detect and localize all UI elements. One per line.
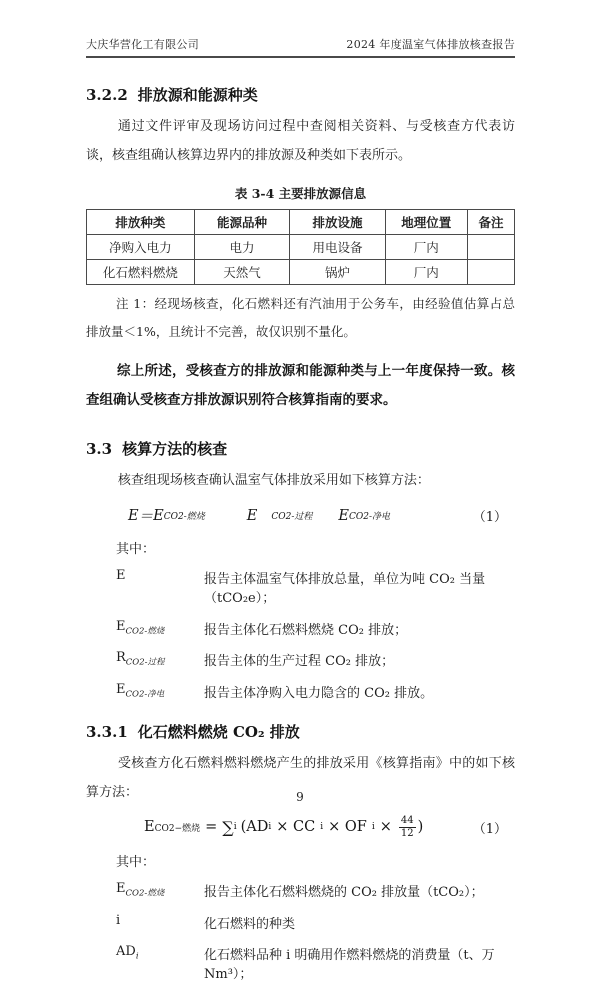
definition-desc: 报告主体化石燃料燃烧的 CO₂ 排放量（tCO₂）； [204,885,484,901]
formula-total-emissions [128,505,515,526]
sigma-symbol: ∑ [222,817,234,837]
section-title: 核算方法的核查 [122,440,228,459]
table-row [87,234,515,259]
definition-item [116,619,515,638]
table-cell: 天然气 [194,259,289,284]
section-heading-322 [86,84,515,105]
emission-sources-table [86,209,515,285]
table-note: 注 1：经现场核查，化石燃料还有汽油用于公务车，由经验值估算占总排放量＜1%，且统计不完善，故仅识别不量化。 [86,295,515,339]
section-title: 化石燃料燃烧 CO₂ 排放 [137,722,300,741]
definition-item [116,881,515,900]
table-cell [467,234,514,259]
definition-desc: 报告主体化石燃料燃烧 CO₂ 排放； [204,622,408,638]
formula-lhs: E [128,507,139,524]
header-company: 大庆华营化工有限公司 [86,38,199,51]
section-heading-33 [86,438,515,459]
definition-desc: 报告主体温室气体排放总量，单位为吨 CO₂ 当量（tCO₂e）； [204,572,486,607]
summary-paragraph: 综上所述，受核查方的排放源和能源种类与上一年度保持一致。核查组确认受核查方排放源识别符合核算指南的要求。 [86,362,515,409]
definition-list-2 [116,881,515,982]
definition-item [116,944,515,982]
column-header: 备注 [467,209,514,234]
definition-item [116,682,515,701]
definition-term: E [116,568,126,584]
table-cell: 厂内 [385,259,467,284]
definition-item [116,568,515,606]
table-cell [467,259,514,284]
close-paren: ) [417,819,424,836]
column-header: 能源品种 [194,209,289,234]
table-caption: 表 3-4 主要排放源信息 [234,185,367,201]
formula-subscript: CO2−燃烧 [154,823,201,834]
formula-term: × CC [276,819,316,836]
formula-number: （1） [472,510,507,526]
definition-item [116,913,515,932]
table-cell: 厂内 [385,234,467,259]
formula-number: （1） [472,821,507,837]
definition-term: $E_{CO2-燃烧}$ [116,618,165,637]
equals-sign: = [205,819,218,836]
formula-subscript: i [268,822,272,833]
page-number: 9 [296,790,304,804]
table-row [87,259,515,284]
paragraph-322: 通过文件评审及现场访问过程中查阅相关资料、与受核查方代表访谈，核查组确认核算边界内的排放源及种类如下表所示。 [86,119,515,164]
definition-term: $R_{CO2-过程}$ [116,650,165,668]
formula-term: × OF [328,819,367,836]
times-sign: × [379,819,392,836]
column-header: 排放种类 [87,209,195,234]
where-label: 其中： [116,855,156,871]
table-header-row [87,209,515,234]
table-cell: 锅炉 [290,259,385,284]
definition-term: $AD_i$ [116,944,139,962]
definition-list-1 [116,568,515,701]
definition-desc: 报告主体净购入电力隐含的 CO₂ 排放。 [204,685,434,701]
formula-fuel-combustion [144,815,515,839]
table-cell: 化石燃料燃烧 [87,259,195,284]
page-header [86,36,515,58]
definition-term: $E_{CO2-燃烧}$ [116,881,165,899]
section-number: 3.3 [86,440,113,459]
paragraph-33: 核查组现场核查确认温室气体排放采用如下核算方法： [117,473,430,489]
formula-subscript: i [371,822,375,833]
formula-subscript: CO2-过程 [271,512,313,523]
header-report-title: 2024 年度温室气体排放核查报告 [346,38,515,51]
where-label: 其中： [116,542,156,558]
formula-term: E [153,507,164,524]
definition-desc: 化石燃料品种 i 明确用作燃料燃烧的消费量（t、万 Nm³）； [204,948,495,982]
paragraph-331: 受核查方化石燃料燃料燃烧产生的排放采用《核算指南》中的如下核算方法： [86,755,515,801]
formula-term: E [338,507,349,524]
table-cell: 电力 [194,234,289,259]
definition-desc: 报告主体的生产过程 CO₂ 排放； [204,654,395,670]
formula-lhs: E [144,819,155,836]
formula-subscript: CO2-净电 [348,512,391,523]
formula-subscript: CO2-燃烧 [163,512,205,523]
formula-subscript: i [320,822,324,833]
section-number: 3.3.1 [86,722,128,741]
section-number: 3.2.2 [86,86,128,104]
definition-term: i [116,912,121,928]
table-cell: 净购入电力 [87,234,195,259]
column-header: 地理位置 [385,209,467,234]
section-title: 排放源和能源种类 [137,86,258,104]
section-heading-331 [86,721,515,742]
formula-subscript: i [233,822,237,833]
definition-desc: 化石燃料的种类 [204,916,296,932]
definition-term: $E_{CO2-净电}$ [116,681,165,700]
formula-term: E [246,507,258,524]
table-cell: 用电设备 [290,234,385,259]
column-header: 排放设施 [290,209,385,234]
fraction-44-12: $\frac{44}{12}$ [400,815,414,839]
formula-term: (AD [240,819,269,836]
equals-sign: ＝ [138,509,154,526]
definition-item [116,650,515,669]
